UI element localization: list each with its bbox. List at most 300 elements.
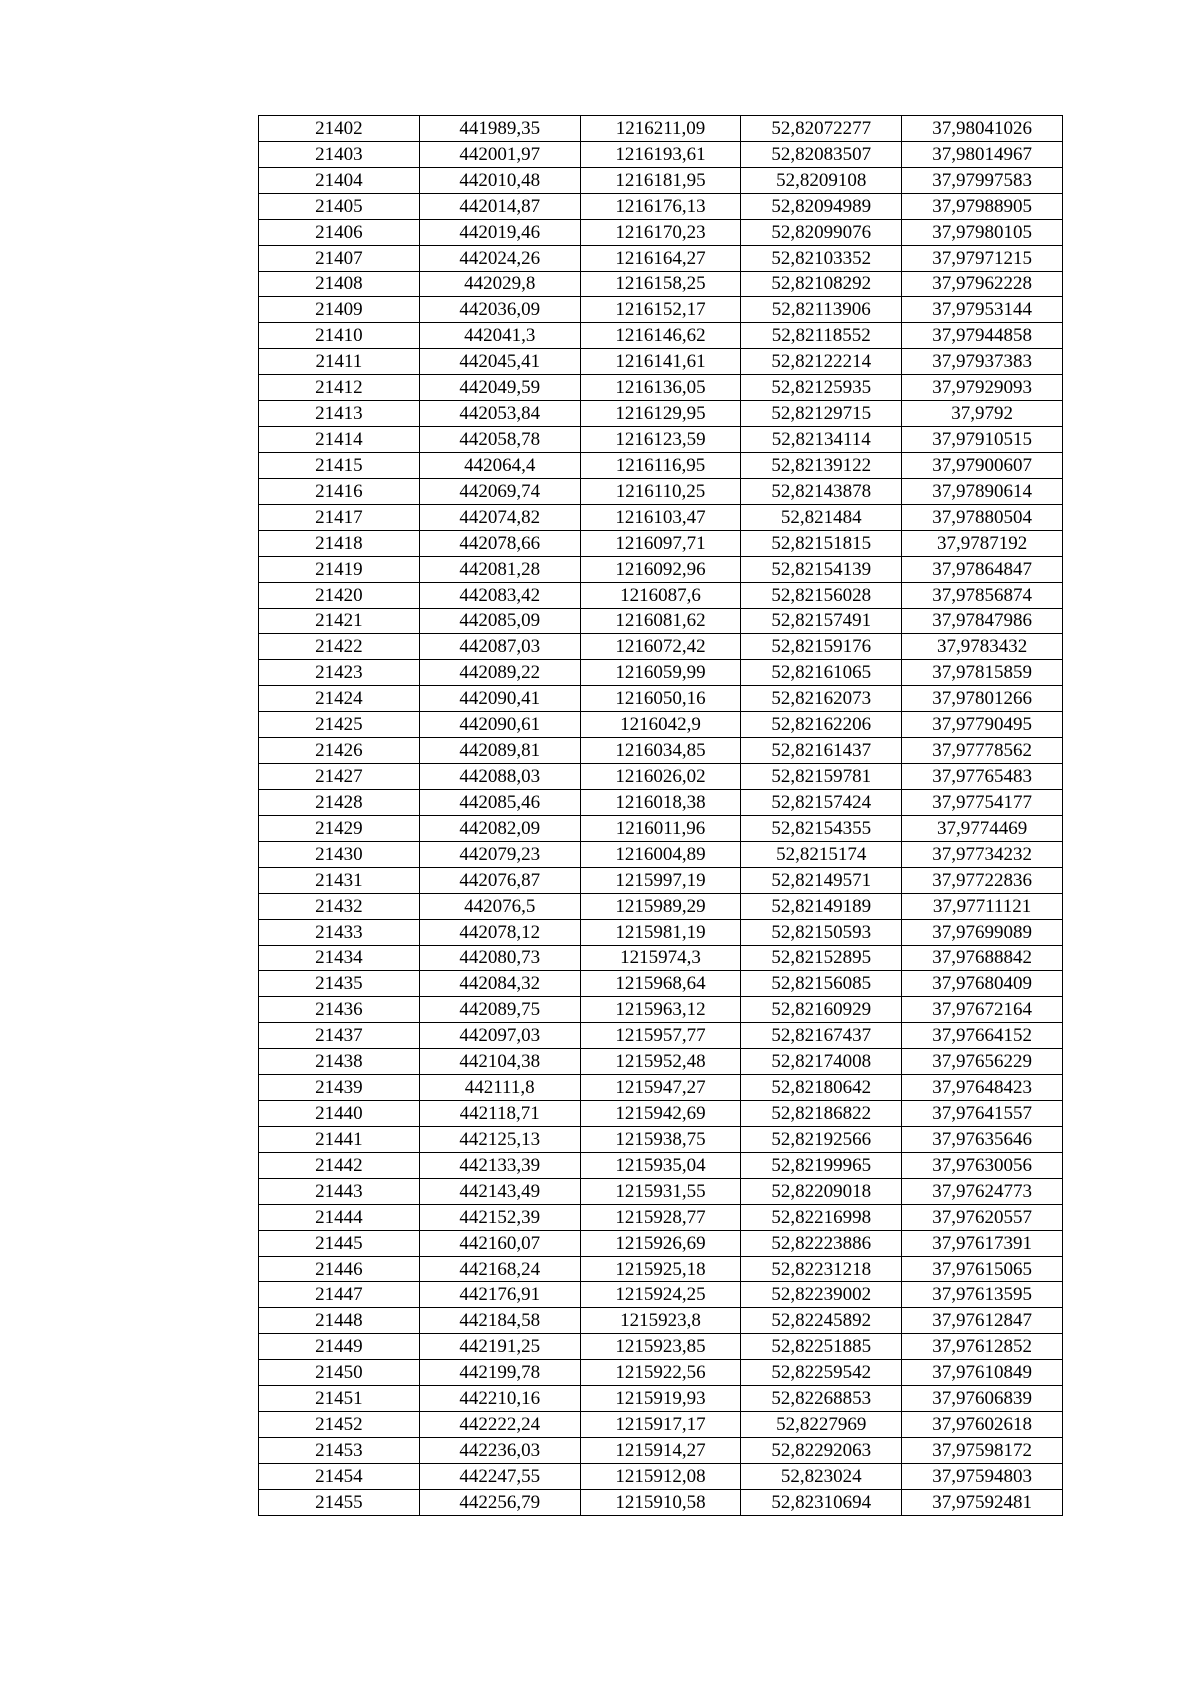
x-coordinate-cell: 442087,03 bbox=[419, 634, 580, 660]
table-row bbox=[259, 1152, 1063, 1178]
x-coordinate-cell: 442014,87 bbox=[419, 193, 580, 219]
point-number-cell: 21434 bbox=[259, 945, 420, 971]
table-row bbox=[259, 1334, 1063, 1360]
latitude-cell: 52,82216998 bbox=[741, 1204, 902, 1230]
x-coordinate-cell: 442010,48 bbox=[419, 167, 580, 193]
x-coordinate-cell: 442256,79 bbox=[419, 1489, 580, 1515]
y-coordinate-cell: 1215963,12 bbox=[580, 997, 741, 1023]
table-row bbox=[259, 1230, 1063, 1256]
latitude-cell: 52,82156085 bbox=[741, 971, 902, 997]
longitude-cell: 37,9792 bbox=[902, 401, 1063, 427]
table-row bbox=[259, 297, 1063, 323]
point-number-cell: 21429 bbox=[259, 815, 420, 841]
x-coordinate-cell: 442085,09 bbox=[419, 608, 580, 634]
table-row bbox=[259, 1204, 1063, 1230]
table-row bbox=[259, 478, 1063, 504]
latitude-cell: 52,82159176 bbox=[741, 634, 902, 660]
latitude-cell: 52,82134114 bbox=[741, 427, 902, 453]
table-row bbox=[259, 1126, 1063, 1152]
latitude-cell: 52,8209108 bbox=[741, 167, 902, 193]
x-coordinate-cell: 442089,75 bbox=[419, 997, 580, 1023]
latitude-cell: 52,82245892 bbox=[741, 1308, 902, 1334]
x-coordinate-cell: 442088,03 bbox=[419, 764, 580, 790]
latitude-cell: 52,82199965 bbox=[741, 1152, 902, 1178]
table-row bbox=[259, 1049, 1063, 1075]
latitude-cell: 52,82143878 bbox=[741, 478, 902, 504]
table-row bbox=[259, 919, 1063, 945]
latitude-cell: 52,82139122 bbox=[741, 452, 902, 478]
point-number-cell: 21420 bbox=[259, 582, 420, 608]
latitude-cell: 52,82094989 bbox=[741, 193, 902, 219]
latitude-cell: 52,82099076 bbox=[741, 219, 902, 245]
longitude-cell: 37,97612847 bbox=[902, 1308, 1063, 1334]
point-number-cell: 21419 bbox=[259, 556, 420, 582]
y-coordinate-cell: 1216050,16 bbox=[580, 686, 741, 712]
x-coordinate-cell: 442089,22 bbox=[419, 660, 580, 686]
x-coordinate-cell: 442090,41 bbox=[419, 686, 580, 712]
latitude-cell: 52,82113906 bbox=[741, 297, 902, 323]
y-coordinate-cell: 1216004,89 bbox=[580, 841, 741, 867]
x-coordinate-cell: 442168,24 bbox=[419, 1256, 580, 1282]
point-number-cell: 21407 bbox=[259, 245, 420, 271]
latitude-cell: 52,82259542 bbox=[741, 1360, 902, 1386]
latitude-cell: 52,82108292 bbox=[741, 271, 902, 297]
longitude-cell: 37,97980105 bbox=[902, 219, 1063, 245]
table-row bbox=[259, 738, 1063, 764]
point-number-cell: 21443 bbox=[259, 1178, 420, 1204]
point-number-cell: 21428 bbox=[259, 789, 420, 815]
latitude-cell: 52,82157491 bbox=[741, 608, 902, 634]
y-coordinate-cell: 1215919,93 bbox=[580, 1386, 741, 1412]
table-row bbox=[259, 349, 1063, 375]
y-coordinate-cell: 1216018,38 bbox=[580, 789, 741, 815]
coordinates-table bbox=[258, 115, 1063, 1516]
table-row bbox=[259, 841, 1063, 867]
x-coordinate-cell: 442236,03 bbox=[419, 1438, 580, 1464]
point-number-cell: 21403 bbox=[259, 141, 420, 167]
latitude-cell: 52,82159781 bbox=[741, 764, 902, 790]
x-coordinate-cell: 442053,84 bbox=[419, 401, 580, 427]
latitude-cell: 52,82149189 bbox=[741, 893, 902, 919]
table-row bbox=[259, 608, 1063, 634]
x-coordinate-cell: 442081,28 bbox=[419, 556, 580, 582]
point-number-cell: 21413 bbox=[259, 401, 420, 427]
point-number-cell: 21448 bbox=[259, 1308, 420, 1334]
x-coordinate-cell: 442036,09 bbox=[419, 297, 580, 323]
x-coordinate-cell: 442045,41 bbox=[419, 349, 580, 375]
y-coordinate-cell: 1216164,27 bbox=[580, 245, 741, 271]
longitude-cell: 37,97594803 bbox=[902, 1463, 1063, 1489]
longitude-cell: 37,97929093 bbox=[902, 375, 1063, 401]
y-coordinate-cell: 1215923,85 bbox=[580, 1334, 741, 1360]
point-number-cell: 21412 bbox=[259, 375, 420, 401]
y-coordinate-cell: 1216158,25 bbox=[580, 271, 741, 297]
x-coordinate-cell: 442184,58 bbox=[419, 1308, 580, 1334]
y-coordinate-cell: 1215926,69 bbox=[580, 1230, 741, 1256]
x-coordinate-cell: 442111,8 bbox=[419, 1075, 580, 1101]
longitude-cell: 37,97610849 bbox=[902, 1360, 1063, 1386]
point-number-cell: 21421 bbox=[259, 608, 420, 634]
y-coordinate-cell: 1216110,25 bbox=[580, 478, 741, 504]
point-number-cell: 21415 bbox=[259, 452, 420, 478]
latitude-cell: 52,82149571 bbox=[741, 867, 902, 893]
longitude-cell: 37,9783432 bbox=[902, 634, 1063, 660]
latitude-cell: 52,82122214 bbox=[741, 349, 902, 375]
y-coordinate-cell: 1215957,77 bbox=[580, 1023, 741, 1049]
point-number-cell: 21411 bbox=[259, 349, 420, 375]
point-number-cell: 21426 bbox=[259, 738, 420, 764]
y-coordinate-cell: 1216092,96 bbox=[580, 556, 741, 582]
point-number-cell: 21416 bbox=[259, 478, 420, 504]
latitude-cell: 52,821484 bbox=[741, 504, 902, 530]
longitude-cell: 37,97988905 bbox=[902, 193, 1063, 219]
point-number-cell: 21418 bbox=[259, 530, 420, 556]
longitude-cell: 37,97734232 bbox=[902, 841, 1063, 867]
y-coordinate-cell: 1215989,29 bbox=[580, 893, 741, 919]
point-number-cell: 21435 bbox=[259, 971, 420, 997]
x-coordinate-cell: 442082,09 bbox=[419, 815, 580, 841]
table-row bbox=[259, 634, 1063, 660]
point-number-cell: 21444 bbox=[259, 1204, 420, 1230]
point-number-cell: 21417 bbox=[259, 504, 420, 530]
table-row bbox=[259, 271, 1063, 297]
longitude-cell: 37,97778562 bbox=[902, 738, 1063, 764]
y-coordinate-cell: 1215938,75 bbox=[580, 1126, 741, 1152]
latitude-cell: 52,82162073 bbox=[741, 686, 902, 712]
coordinates-table-body bbox=[259, 116, 1063, 1516]
x-coordinate-cell: 442097,03 bbox=[419, 1023, 580, 1049]
point-number-cell: 21409 bbox=[259, 297, 420, 323]
longitude-cell: 37,97656229 bbox=[902, 1049, 1063, 1075]
y-coordinate-cell: 1215917,17 bbox=[580, 1412, 741, 1438]
latitude-cell: 52,82151815 bbox=[741, 530, 902, 556]
point-number-cell: 21445 bbox=[259, 1230, 420, 1256]
x-coordinate-cell: 442041,3 bbox=[419, 323, 580, 349]
y-coordinate-cell: 1215974,3 bbox=[580, 945, 741, 971]
longitude-cell: 37,97641557 bbox=[902, 1101, 1063, 1127]
point-number-cell: 21449 bbox=[259, 1334, 420, 1360]
latitude-cell: 52,82180642 bbox=[741, 1075, 902, 1101]
point-number-cell: 21453 bbox=[259, 1438, 420, 1464]
latitude-cell: 52,82231218 bbox=[741, 1256, 902, 1282]
point-number-cell: 21431 bbox=[259, 867, 420, 893]
table-row bbox=[259, 401, 1063, 427]
y-coordinate-cell: 1215968,64 bbox=[580, 971, 741, 997]
latitude-cell: 52,82152895 bbox=[741, 945, 902, 971]
y-coordinate-cell: 1216181,95 bbox=[580, 167, 741, 193]
longitude-cell: 37,97635646 bbox=[902, 1126, 1063, 1152]
longitude-cell: 37,97790495 bbox=[902, 712, 1063, 738]
x-coordinate-cell: 442079,23 bbox=[419, 841, 580, 867]
longitude-cell: 37,97754177 bbox=[902, 789, 1063, 815]
latitude-cell: 52,82192566 bbox=[741, 1126, 902, 1152]
longitude-cell: 37,9774469 bbox=[902, 815, 1063, 841]
latitude-cell: 52,82160929 bbox=[741, 997, 902, 1023]
latitude-cell: 52,82125935 bbox=[741, 375, 902, 401]
x-coordinate-cell: 442074,82 bbox=[419, 504, 580, 530]
longitude-cell: 37,97765483 bbox=[902, 764, 1063, 790]
latitude-cell: 52,82268853 bbox=[741, 1386, 902, 1412]
longitude-cell: 37,97624773 bbox=[902, 1178, 1063, 1204]
longitude-cell: 37,97606839 bbox=[902, 1386, 1063, 1412]
point-number-cell: 21423 bbox=[259, 660, 420, 686]
x-coordinate-cell: 442089,81 bbox=[419, 738, 580, 764]
x-coordinate-cell: 442083,42 bbox=[419, 582, 580, 608]
point-number-cell: 21425 bbox=[259, 712, 420, 738]
table-row bbox=[259, 686, 1063, 712]
x-coordinate-cell: 442080,73 bbox=[419, 945, 580, 971]
longitude-cell: 37,97722836 bbox=[902, 867, 1063, 893]
latitude-cell: 52,8227969 bbox=[741, 1412, 902, 1438]
longitude-cell: 37,97648423 bbox=[902, 1075, 1063, 1101]
y-coordinate-cell: 1215931,55 bbox=[580, 1178, 741, 1204]
y-coordinate-cell: 1216042,9 bbox=[580, 712, 741, 738]
latitude-cell: 52,82223886 bbox=[741, 1230, 902, 1256]
x-coordinate-cell: 442152,39 bbox=[419, 1204, 580, 1230]
table-row bbox=[259, 893, 1063, 919]
point-number-cell: 21402 bbox=[259, 116, 420, 142]
table-row bbox=[259, 764, 1063, 790]
latitude-cell: 52,82103352 bbox=[741, 245, 902, 271]
point-number-cell: 21432 bbox=[259, 893, 420, 919]
point-number-cell: 21452 bbox=[259, 1412, 420, 1438]
longitude-cell: 37,97699089 bbox=[902, 919, 1063, 945]
table-row bbox=[259, 712, 1063, 738]
longitude-cell: 37,9787192 bbox=[902, 530, 1063, 556]
latitude-cell: 52,82174008 bbox=[741, 1049, 902, 1075]
y-coordinate-cell: 1216170,23 bbox=[580, 219, 741, 245]
latitude-cell: 52,82154355 bbox=[741, 815, 902, 841]
table-row bbox=[259, 1075, 1063, 1101]
latitude-cell: 52,82209018 bbox=[741, 1178, 902, 1204]
longitude-cell: 37,97613595 bbox=[902, 1282, 1063, 1308]
table-row bbox=[259, 116, 1063, 142]
x-coordinate-cell: 442078,12 bbox=[419, 919, 580, 945]
table-row bbox=[259, 1023, 1063, 1049]
table-row bbox=[259, 867, 1063, 893]
y-coordinate-cell: 1216034,85 bbox=[580, 738, 741, 764]
point-number-cell: 21424 bbox=[259, 686, 420, 712]
longitude-cell: 37,97711121 bbox=[902, 893, 1063, 919]
point-number-cell: 21427 bbox=[259, 764, 420, 790]
x-coordinate-cell: 442118,71 bbox=[419, 1101, 580, 1127]
longitude-cell: 37,97880504 bbox=[902, 504, 1063, 530]
longitude-cell: 37,97630056 bbox=[902, 1152, 1063, 1178]
x-coordinate-cell: 442076,5 bbox=[419, 893, 580, 919]
x-coordinate-cell: 442084,32 bbox=[419, 971, 580, 997]
y-coordinate-cell: 1215928,77 bbox=[580, 1204, 741, 1230]
longitude-cell: 37,97890614 bbox=[902, 478, 1063, 504]
y-coordinate-cell: 1216123,59 bbox=[580, 427, 741, 453]
table-row bbox=[259, 556, 1063, 582]
y-coordinate-cell: 1215997,19 bbox=[580, 867, 741, 893]
point-number-cell: 21406 bbox=[259, 219, 420, 245]
table-row bbox=[259, 530, 1063, 556]
longitude-cell: 37,97615065 bbox=[902, 1256, 1063, 1282]
x-coordinate-cell: 442133,39 bbox=[419, 1152, 580, 1178]
point-number-cell: 21422 bbox=[259, 634, 420, 660]
longitude-cell: 37,97962228 bbox=[902, 271, 1063, 297]
table-row bbox=[259, 1360, 1063, 1386]
point-number-cell: 21446 bbox=[259, 1256, 420, 1282]
x-coordinate-cell: 442191,25 bbox=[419, 1334, 580, 1360]
table-row bbox=[259, 660, 1063, 686]
point-number-cell: 21447 bbox=[259, 1282, 420, 1308]
y-coordinate-cell: 1216136,05 bbox=[580, 375, 741, 401]
latitude-cell: 52,82167437 bbox=[741, 1023, 902, 1049]
point-number-cell: 21414 bbox=[259, 427, 420, 453]
table-row bbox=[259, 1489, 1063, 1515]
x-coordinate-cell: 442210,16 bbox=[419, 1386, 580, 1412]
latitude-cell: 52,82154139 bbox=[741, 556, 902, 582]
x-coordinate-cell: 441989,35 bbox=[419, 116, 580, 142]
y-coordinate-cell: 1215952,48 bbox=[580, 1049, 741, 1075]
table-row bbox=[259, 1412, 1063, 1438]
table-row bbox=[259, 1282, 1063, 1308]
point-number-cell: 21437 bbox=[259, 1023, 420, 1049]
longitude-cell: 37,97664152 bbox=[902, 1023, 1063, 1049]
y-coordinate-cell: 1216087,6 bbox=[580, 582, 741, 608]
table-row bbox=[259, 789, 1063, 815]
y-coordinate-cell: 1216097,71 bbox=[580, 530, 741, 556]
longitude-cell: 37,97971215 bbox=[902, 245, 1063, 271]
y-coordinate-cell: 1215947,27 bbox=[580, 1075, 741, 1101]
y-coordinate-cell: 1215942,69 bbox=[580, 1101, 741, 1127]
table-row bbox=[259, 375, 1063, 401]
y-coordinate-cell: 1215981,19 bbox=[580, 919, 741, 945]
y-coordinate-cell: 1215924,25 bbox=[580, 1282, 741, 1308]
longitude-cell: 37,97815859 bbox=[902, 660, 1063, 686]
longitude-cell: 37,98014967 bbox=[902, 141, 1063, 167]
point-number-cell: 21450 bbox=[259, 1360, 420, 1386]
table-row bbox=[259, 452, 1063, 478]
y-coordinate-cell: 1215923,8 bbox=[580, 1308, 741, 1334]
latitude-cell: 52,8215174 bbox=[741, 841, 902, 867]
point-number-cell: 21451 bbox=[259, 1386, 420, 1412]
longitude-cell: 37,97944858 bbox=[902, 323, 1063, 349]
table-row bbox=[259, 1438, 1063, 1464]
y-coordinate-cell: 1216103,47 bbox=[580, 504, 741, 530]
y-coordinate-cell: 1216146,62 bbox=[580, 323, 741, 349]
x-coordinate-cell: 442078,66 bbox=[419, 530, 580, 556]
latitude-cell: 52,82310694 bbox=[741, 1489, 902, 1515]
longitude-cell: 37,97598172 bbox=[902, 1438, 1063, 1464]
x-coordinate-cell: 442090,61 bbox=[419, 712, 580, 738]
latitude-cell: 52,82118552 bbox=[741, 323, 902, 349]
table-row bbox=[259, 971, 1063, 997]
latitude-cell: 52,82129715 bbox=[741, 401, 902, 427]
x-coordinate-cell: 442125,13 bbox=[419, 1126, 580, 1152]
point-number-cell: 21455 bbox=[259, 1489, 420, 1515]
point-number-cell: 21430 bbox=[259, 841, 420, 867]
longitude-cell: 37,98041026 bbox=[902, 116, 1063, 142]
y-coordinate-cell: 1215914,27 bbox=[580, 1438, 741, 1464]
table-row bbox=[259, 219, 1063, 245]
longitude-cell: 37,97617391 bbox=[902, 1230, 1063, 1256]
longitude-cell: 37,97953144 bbox=[902, 297, 1063, 323]
table-row bbox=[259, 504, 1063, 530]
longitude-cell: 37,97864847 bbox=[902, 556, 1063, 582]
y-coordinate-cell: 1215922,56 bbox=[580, 1360, 741, 1386]
x-coordinate-cell: 442001,97 bbox=[419, 141, 580, 167]
point-number-cell: 21442 bbox=[259, 1152, 420, 1178]
y-coordinate-cell: 1216011,96 bbox=[580, 815, 741, 841]
y-coordinate-cell: 1215935,04 bbox=[580, 1152, 741, 1178]
point-number-cell: 21436 bbox=[259, 997, 420, 1023]
x-coordinate-cell: 442076,87 bbox=[419, 867, 580, 893]
table-row bbox=[259, 1256, 1063, 1282]
y-coordinate-cell: 1216211,09 bbox=[580, 116, 741, 142]
x-coordinate-cell: 442160,07 bbox=[419, 1230, 580, 1256]
longitude-cell: 37,97672164 bbox=[902, 997, 1063, 1023]
longitude-cell: 37,97910515 bbox=[902, 427, 1063, 453]
point-number-cell: 21439 bbox=[259, 1075, 420, 1101]
point-number-cell: 21405 bbox=[259, 193, 420, 219]
table-row bbox=[259, 141, 1063, 167]
x-coordinate-cell: 442019,46 bbox=[419, 219, 580, 245]
table-row bbox=[259, 193, 1063, 219]
y-coordinate-cell: 1216116,95 bbox=[580, 452, 741, 478]
longitude-cell: 37,97592481 bbox=[902, 1489, 1063, 1515]
longitude-cell: 37,97688842 bbox=[902, 945, 1063, 971]
x-coordinate-cell: 442029,8 bbox=[419, 271, 580, 297]
latitude-cell: 52,82292063 bbox=[741, 1438, 902, 1464]
x-coordinate-cell: 442024,26 bbox=[419, 245, 580, 271]
table-row bbox=[259, 427, 1063, 453]
longitude-cell: 37,97602618 bbox=[902, 1412, 1063, 1438]
longitude-cell: 37,97801266 bbox=[902, 686, 1063, 712]
table-row bbox=[259, 1308, 1063, 1334]
point-number-cell: 21408 bbox=[259, 271, 420, 297]
x-coordinate-cell: 442176,91 bbox=[419, 1282, 580, 1308]
longitude-cell: 37,97856874 bbox=[902, 582, 1063, 608]
latitude-cell: 52,82072277 bbox=[741, 116, 902, 142]
x-coordinate-cell: 442049,59 bbox=[419, 375, 580, 401]
longitude-cell: 37,97900607 bbox=[902, 452, 1063, 478]
point-number-cell: 21454 bbox=[259, 1463, 420, 1489]
x-coordinate-cell: 442104,38 bbox=[419, 1049, 580, 1075]
point-number-cell: 21433 bbox=[259, 919, 420, 945]
y-coordinate-cell: 1216072,42 bbox=[580, 634, 741, 660]
point-number-cell: 21410 bbox=[259, 323, 420, 349]
x-coordinate-cell: 442058,78 bbox=[419, 427, 580, 453]
x-coordinate-cell: 442199,78 bbox=[419, 1360, 580, 1386]
y-coordinate-cell: 1215912,08 bbox=[580, 1463, 741, 1489]
y-coordinate-cell: 1216129,95 bbox=[580, 401, 741, 427]
table-row bbox=[259, 245, 1063, 271]
x-coordinate-cell: 442222,24 bbox=[419, 1412, 580, 1438]
y-coordinate-cell: 1216176,13 bbox=[580, 193, 741, 219]
x-coordinate-cell: 442085,46 bbox=[419, 789, 580, 815]
table-row bbox=[259, 945, 1063, 971]
table-row bbox=[259, 167, 1063, 193]
table-row bbox=[259, 997, 1063, 1023]
table-row bbox=[259, 1463, 1063, 1489]
table-row bbox=[259, 323, 1063, 349]
point-number-cell: 21441 bbox=[259, 1126, 420, 1152]
y-coordinate-cell: 1216141,61 bbox=[580, 349, 741, 375]
latitude-cell: 52,82157424 bbox=[741, 789, 902, 815]
latitude-cell: 52,82161437 bbox=[741, 738, 902, 764]
point-number-cell: 21438 bbox=[259, 1049, 420, 1075]
longitude-cell: 37,97680409 bbox=[902, 971, 1063, 997]
latitude-cell: 52,82239002 bbox=[741, 1282, 902, 1308]
y-coordinate-cell: 1216081,62 bbox=[580, 608, 741, 634]
x-coordinate-cell: 442069,74 bbox=[419, 478, 580, 504]
y-coordinate-cell: 1216026,02 bbox=[580, 764, 741, 790]
latitude-cell: 52,82083507 bbox=[741, 141, 902, 167]
table-row bbox=[259, 815, 1063, 841]
